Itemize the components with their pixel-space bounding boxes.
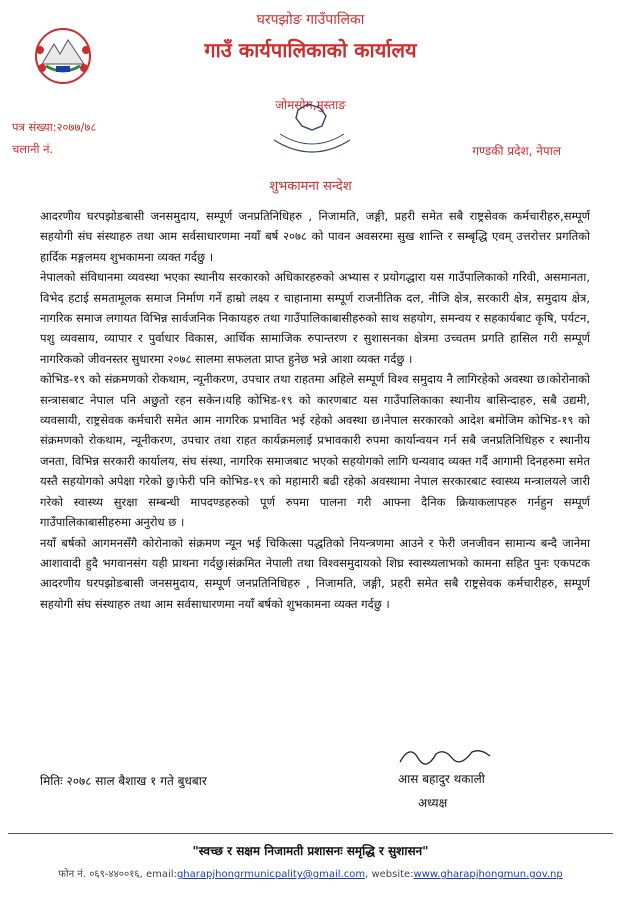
slogan: "स्वच्छ र सक्षम निजामती प्रशासनः समृद्धि र सुशासन": [192, 844, 429, 858]
dispatch-number: चलानी नं.: [12, 142, 54, 156]
email-link[interactable]: gharapjhongrmunicpality@gmail.com: [176, 869, 366, 880]
paragraph: नेपालको संविधानमा व्यवस्था भएका स्थानीय सरकारको अधिकारहरुको अभ्यास र प्रयोगद्धारा यस गाउँपालिकाको गरिवी, असमानता, विभेद हटाई समतामूलक समाज निर्माण गर्ने हाम्रो लक्ष्य र चाहानामा सम्पूर्ण राजनीतिक दल, नीजि क्षेत्र, सरकारी क्षेत्र, समुदाय क्षेत्र, नागरिक समाज लगायत विभिन्न सार्वजनिक निकायहरु तथा गाउँपालिकाबासीहरुको साथ सहयोग, समन्वय र सहकार्यबाट कृषि, पर्यटन, पशु व्यवसाय, व्यापार र पुर्वाधार विकास, आर्थिक सामाजिक रुपान्तरण र सुशासनका क्षेत्रमा उच्चतम प्रगति हासिल गरी सम्पूर्ण नागरिकको जीवनस्तर सुधारमा २०७८ सालमा सफलता प्राप्त हुनेछ भन्ने आशा व्यक्त गर्दछु ।: [40, 270, 590, 366]
footer-divider: [8, 833, 613, 834]
message-title: शुभकामना सन्देश: [269, 179, 352, 194]
reference-number: पत्र संख्या:२०७७/७८: [12, 120, 97, 134]
office-stamp-icon: [268, 100, 356, 162]
paragraph: आदरणीय घरपझोङबासी जनसमुदाय, सम्पूर्ण जनप्रतिनिधिहरु , निजामति, जङ्गी, प्रहरी समेत सबै राष्ट्रसेवक कर्मचारीहरु,सम्पूर्ण सहयोगी संघ संस्थाहरु तथा आम सर्वसाधारणमा नयाँ बर्ष २०७८ को पावन अवसरमा सुख शान्ति र सम्बृद्धि एवम् उत्तरोत्तर प्रगतिको हार्दिक मङ्गलमय शुभकामना व्यक्त गर्दछु ।: [40, 209, 590, 264]
website-label: website:: [371, 869, 414, 880]
signer-name: आस बहादुर थकाली: [398, 772, 485, 786]
office-location: जोमसोम,मुस्ताङ: [275, 98, 346, 112]
signer-title: अध्यक्ष: [418, 796, 448, 810]
website-link[interactable]: www.gharapjhongmun.gov.np: [413, 869, 563, 880]
issue-date: मितिः २०७८ साल बैशाख १ गते बुधबार: [40, 774, 207, 788]
province-label: गण्डकी प्रदेश, नेपाल: [472, 144, 561, 158]
paragraph: नयाँ बर्षको आगमनसँगै कोरोनाको संक्रमण न्यून भई चिकित्सा पद्धतिको नियन्त्रणमा आउने र फेरी जनजीवन सामान्य बन्दै जानेमा आशावादी हुदै भगवानसंग यही प्राथना गर्दछु।संक्रमित नेपाली तथा विश्वसमुदायको शिघ्र स्वास्थ्यलाभको कामना सहित पुनः एकपटक आदरणीय घरपझोङबासी जनसमुदाय, सम्पूर्ण जनप्रतिनिधिहरु , निजामति, जङ्गी, प्रहरी समेत सबै राष्ट्रसेवक कर्मचारीहरु, सम्पूर्ण सहयोगी संघ संस्थाहरु तथा आम सर्वसाधारणमा नयाँ बर्षको शुभकामना व्यक्त गर्दछु ।: [40, 535, 590, 611]
paragraph: कोभिड-१९ को संक्रमणको रोकथाम, न्यूनीकरण, उपचार तथा राहतमा अहिले सम्पूर्ण विश्व समुदाय नै लागिरहेको अवस्था छ।कोरोनाको सन्त्रासबाट नेपाल पनि अछुतो रहन सकेन।यहि कोभिड-१९ को कारणबाट यस गाउँपालिकाका स्थानीय बासिन्दाहरु, सबै उद्यमी, व्यवसायी, राष्ट्रसेवक कर्मचारी समेत आम नागरिक प्रभावित भई रहेको अवस्था छ।नेपाल सरकारको आदेश बमोजिम कोभिड-१९ को संक्रमणको रोकथाम, न्यूनीकरण, उपचार तथा राहत कार्यक्रमलाई प्रभावकारी रुपमा कार्यान्वयन गर्न सबै जनप्रतिनिधिहरु र स्थानीय जनता, विभिन्न सरकारी कार्यालय, संघ संस्था, नागरिक समाजबाट भएको सहयोगको लागि धन्यवाद व्यक्त गर्दै आगामी दिनहरुमा समेत यस्तै सहयोगको अपेक्षा गरेको छु।फेरी पनि कोभिड-१९ को महामारी बढी रहेको अवस्थामा नेपाल सरकारबाट स्वास्थ्य मन्त्रालयले जारी गरेको स्वास्थ्य सुरक्षा सम्बन्धी मापदण्डहरुको पूर्ण रुपमा पालना गरी आफ्ना दैनिक क्रियाकलापहरु गर्नहुन सम्पूर्ण गाउँपालिकाबासीहरुमा अनुरोध छ ।: [40, 372, 590, 530]
office-title: गाउँ कार्यपालिकाको कार्यालय: [204, 38, 417, 62]
message-body: [40, 206, 590, 614]
email-label: email:: [145, 869, 177, 880]
signature-icon: [396, 740, 496, 770]
contact-line: फोन नं. ०६९-४४००१६, email:gharapjhongrmunicpality@gmail.com, website:www.gharapjhongmun.gov.np: [58, 869, 563, 880]
phone-number: फोन नं. ०६९-४४००१६,: [58, 869, 143, 880]
org-name: घरपझोङ गाउँपालिका: [256, 12, 365, 28]
